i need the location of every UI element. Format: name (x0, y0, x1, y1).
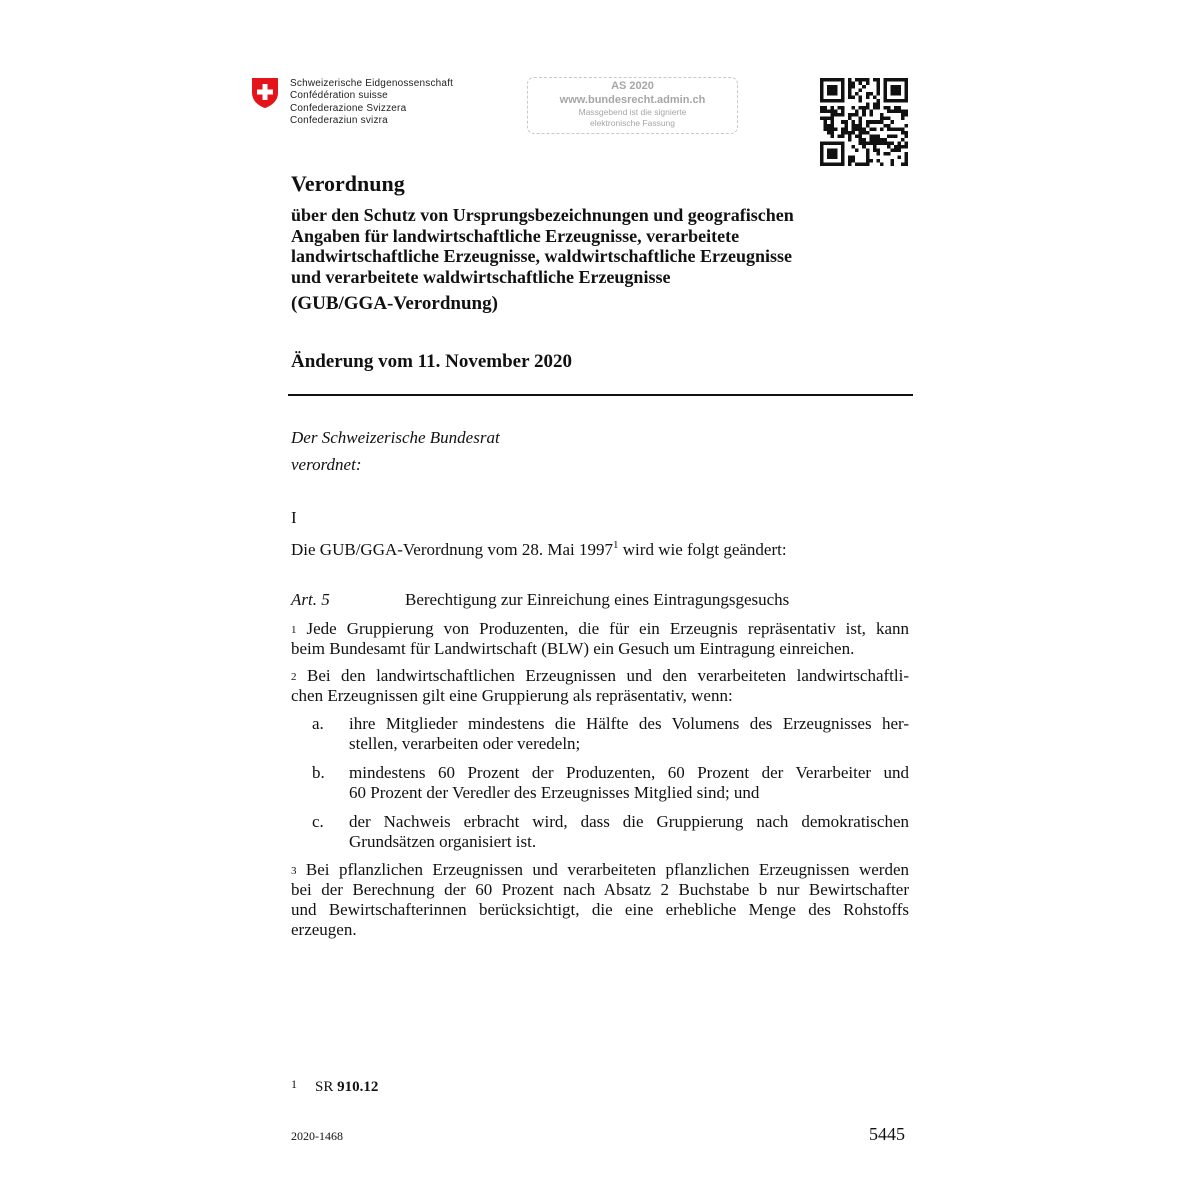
intro-text: Die GUB/GGA-Verordnung vom 28. Mai 1997 (291, 540, 614, 559)
list-item-line: ihre Mitglieder mindestens die Hälfte des Volumens des Erzeugnisses her- (349, 714, 909, 733)
stamp-website: www.bundesrecht.admin.ch (559, 94, 706, 106)
amendment-date: Änderung vom 11. November 2020 (291, 351, 572, 372)
confederation-name-rm: Confederaziun svizra (290, 114, 388, 126)
list-item-line: stellen, verarbeiten oder veredeln; (349, 734, 581, 753)
list-item-letter: b. (312, 763, 325, 782)
stamp-note-2: elektronische Fassung (589, 118, 676, 128)
article-title: Berechtigung zur Einreichung eines Eintragungsgesuchs (405, 590, 790, 609)
confederation-name-fr: Confédération suisse (290, 90, 388, 102)
preamble-authority: Der Schweizerische Bundesrat (291, 428, 500, 447)
list-item-letter: c. (312, 812, 324, 831)
list-item-letter: a. (312, 714, 324, 733)
paragraph-2 (291, 666, 909, 706)
list-item-line: der Nachweis erbracht wird, dass die Gruppierung nach demokratischen (349, 812, 909, 831)
paragraph-line: $^3$ Bei pflanzlichen Erzeugnissen und verarbeiteten pflanzlichen Erzeugnissen werden (291, 860, 909, 879)
list-item-line: 60 Prozent der Veredler des Erzeugnisses Mitglied sind; und (349, 783, 760, 802)
document-subtitle (291, 205, 911, 287)
article-number: Art. 5 (291, 590, 330, 609)
paragraph-line: und Bewirtschafterinnen berücksichtigt, die eine erhebliche Menge des Rohstoffs (291, 900, 909, 919)
short-title: (GUB/GGA-Verordnung) (291, 293, 498, 314)
paragraph-line: beim Bundesamt für Landwirtschaft (BLW) ein Gesuch um Eintragung einreichen. (291, 639, 855, 658)
paragraph-line: chen Erzeugnissen gilt eine Gruppierung als repräsentativ, wenn: (291, 686, 733, 705)
confederation-names (290, 78, 453, 127)
subtitle-line: über den Schutz von Ursprungsbezeichnungen und geografischen (291, 205, 794, 225)
subtitle-line: Angaben für landwirtschaftliche Erzeugnisse, verarbeitete (291, 225, 740, 246)
amendment-intro (291, 540, 787, 560)
document-title: Verordnung (291, 171, 405, 196)
paragraph-number: 1 (291, 624, 297, 636)
intro-text-end: wird wie folgt geändert: (618, 540, 787, 559)
document-id: 2020-1468 (291, 1129, 343, 1143)
footnote-sr-reference: 910.12 (337, 1079, 379, 1095)
footnote-prefix: SR (315, 1079, 338, 1095)
qr-code-icon (820, 78, 908, 166)
footnote (291, 1079, 378, 1096)
stamp-collection: AS 2020 (611, 80, 654, 92)
paragraph-number: 2 (291, 671, 297, 683)
footnote-reference[interactable]: 1 (613, 539, 619, 551)
list-item-line: Grundsätzen organisiert ist. (349, 832, 537, 851)
paragraph-line: $^2$ Bei den landwirtschaftlichen Erzeugnissen und den verarbeiteten landwirtschaftli- (291, 666, 909, 685)
confederation-name-it: Confederazione Svizzera (290, 102, 407, 114)
subtitle-line: landwirtschaftliche Erzeugnisse, waldwirtschaftliche Erzeugnisse (291, 246, 792, 266)
list-item-line: mindestens 60 Prozent der Produzenten, 60 Prozent der Verarbeiter und (349, 763, 909, 782)
subtitle-line: und verarbeitete waldwirtschaftliche Erzeugnisse (291, 266, 671, 287)
footnote-number: 1 (291, 1077, 297, 1091)
section-numeral: I (291, 508, 297, 527)
paragraph-1 (291, 619, 909, 659)
paragraph-line: $^1$ Jede Gruppierung von Produzenten, die für ein Erzeugnis repräsentativ ist, kann (291, 619, 909, 638)
swiss-coat-of-arms-icon (251, 77, 279, 109)
paragraph-3 (291, 860, 909, 940)
paragraph-number: 3 (291, 865, 297, 877)
preamble (291, 424, 500, 478)
page-number: 5445 (869, 1124, 905, 1144)
stamp-note-1: Massgebend ist die signierte (578, 107, 687, 117)
paragraph-line: bei der Berechnung der 60 Prozent nach Absatz 2 Buchstabe b nur Bewirtschafter (291, 880, 909, 899)
official-compilation-stamp (527, 77, 738, 134)
preamble-verb: verordnet: (291, 455, 362, 474)
title-divider (288, 394, 913, 396)
confederation-name-de: Schweizerische Eidgenossenschaft (290, 78, 454, 89)
paragraph-line: erzeugen. (291, 920, 357, 939)
